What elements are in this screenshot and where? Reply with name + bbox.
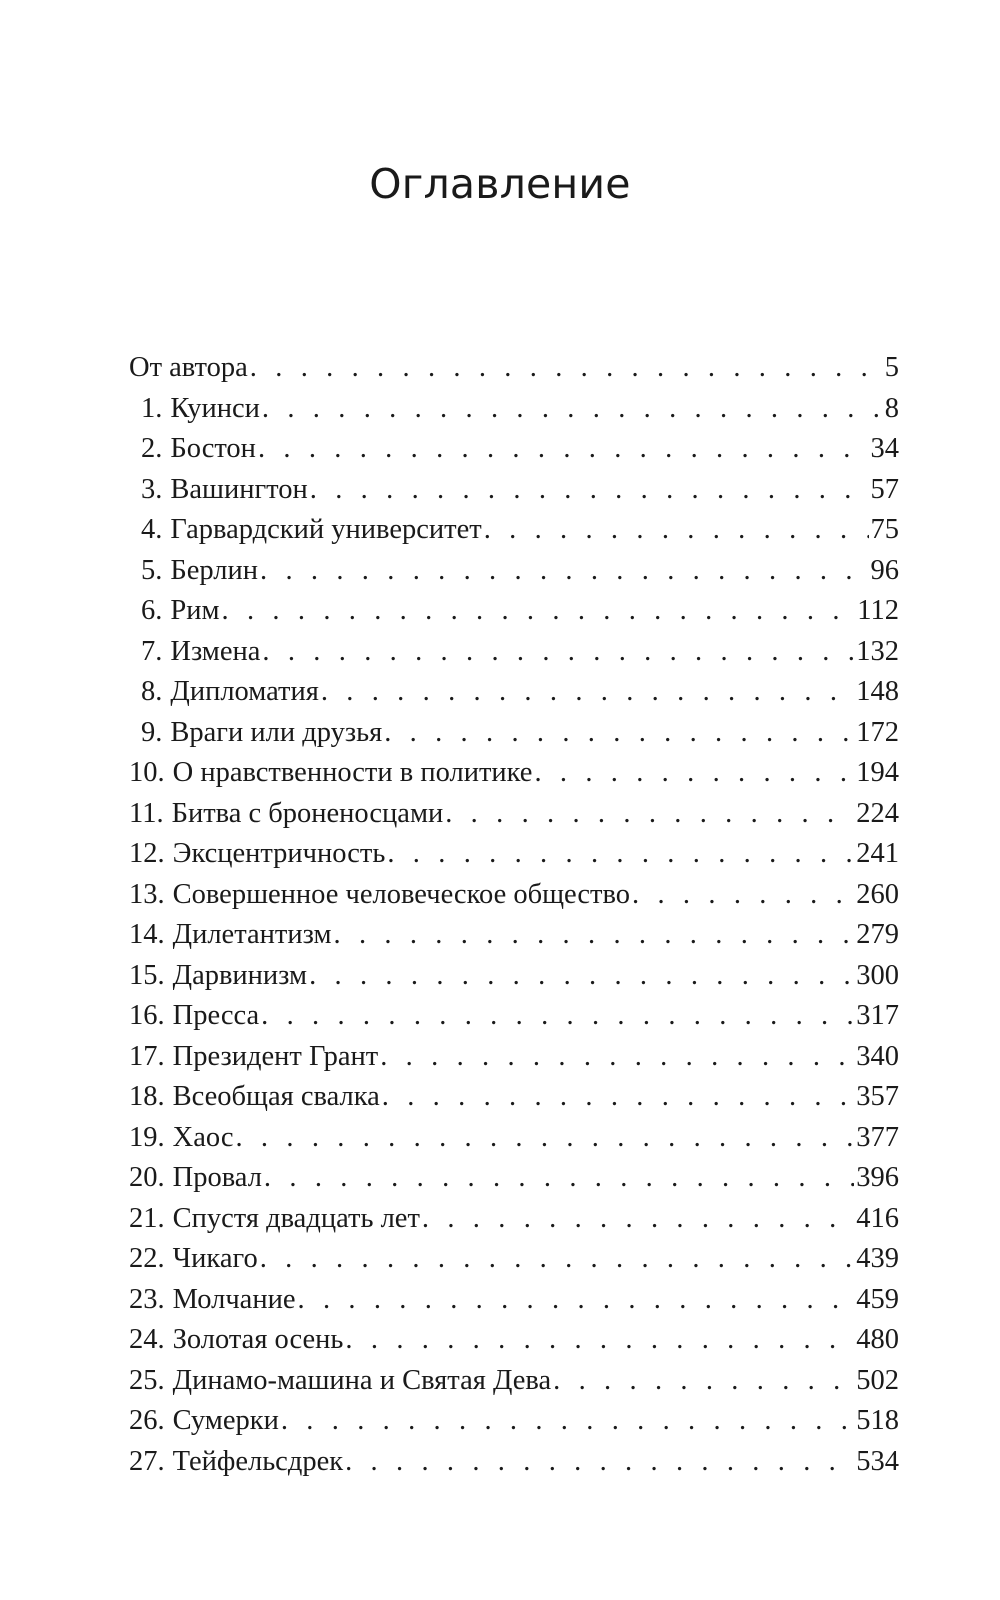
toc-entry-title: Дилетантизм bbox=[172, 919, 332, 950]
dot-leader bbox=[382, 1077, 854, 1118]
page-title: Оглавление bbox=[369, 160, 631, 208]
toc-entry-number: 27. bbox=[129, 1445, 165, 1477]
toc-entry-title: Сумерки bbox=[172, 1405, 279, 1436]
toc-entry-title: Провал bbox=[172, 1162, 262, 1193]
toc-entry-page: 112 bbox=[857, 595, 899, 626]
dot-leader bbox=[222, 591, 856, 632]
toc-entry-page: 57 bbox=[870, 473, 899, 505]
toc-entry-number: 5. bbox=[141, 554, 163, 586]
dot-leader bbox=[235, 1118, 854, 1159]
toc-entry-page: 502 bbox=[856, 1364, 899, 1396]
toc-entry-page: 377 bbox=[856, 1121, 899, 1153]
toc-entry bbox=[129, 389, 899, 430]
dot-leader bbox=[261, 996, 854, 1037]
toc-entry-title: Совершенное человеческое общество bbox=[172, 878, 631, 910]
toc-entry-title: Молчание bbox=[172, 1283, 296, 1315]
toc-entry-number: 11. bbox=[129, 797, 164, 829]
dot-leader bbox=[321, 672, 854, 713]
toc-entry-page: 148 bbox=[856, 676, 899, 707]
toc-entry bbox=[129, 551, 899, 592]
toc-entry bbox=[129, 510, 899, 551]
toc-entry bbox=[129, 470, 899, 511]
toc-entry bbox=[129, 1280, 899, 1321]
toc-entry-page: 357 bbox=[856, 1081, 899, 1112]
dot-leader bbox=[632, 875, 854, 916]
toc-entry bbox=[129, 632, 899, 673]
dot-leader bbox=[260, 1239, 855, 1280]
toc-entry-number: 18. bbox=[129, 1081, 165, 1112]
toc-entry bbox=[129, 834, 899, 875]
toc-entry bbox=[129, 1401, 899, 1442]
toc-entry-page: 75 bbox=[870, 514, 899, 545]
toc-entry bbox=[129, 1199, 899, 1240]
toc-entry-number: 10. bbox=[129, 757, 165, 788]
toc-entry-number: 13. bbox=[129, 878, 165, 910]
toc-entry-page: 534 bbox=[856, 1445, 899, 1477]
toc-entry-title: Тейфельсдрек bbox=[172, 1445, 344, 1477]
toc-entry-page: 172 bbox=[856, 716, 899, 748]
toc-entry-title: Берлин bbox=[170, 554, 258, 586]
toc-entry bbox=[129, 1118, 899, 1159]
toc-entry-page: 439 bbox=[856, 1243, 899, 1274]
toc-entry-number: 9. bbox=[141, 716, 163, 748]
toc-entry-title: О нравственности в политике bbox=[172, 757, 533, 788]
toc-entry bbox=[129, 915, 899, 956]
toc-entry bbox=[129, 794, 899, 835]
toc-entry-title: Бостон bbox=[170, 433, 256, 464]
toc-entry bbox=[129, 996, 899, 1037]
dot-leader bbox=[387, 834, 854, 875]
toc-entry bbox=[129, 713, 899, 754]
toc-entry bbox=[129, 1442, 899, 1483]
toc-entry-page: 224 bbox=[856, 797, 899, 829]
toc-entry bbox=[129, 672, 899, 713]
toc-entry bbox=[129, 1158, 899, 1199]
toc-entry-title: Динамо-машина и Святая Дева bbox=[172, 1364, 552, 1396]
toc-entry-title: Чикаго bbox=[172, 1243, 258, 1274]
toc-entry-number: 2. bbox=[141, 433, 163, 464]
toc-entry bbox=[129, 591, 899, 632]
toc-entry-number: 7. bbox=[141, 635, 163, 667]
toc-entry bbox=[129, 1037, 899, 1078]
toc-entry-number: 1. bbox=[141, 392, 163, 424]
toc-entry-page: 300 bbox=[856, 959, 899, 991]
toc-entry bbox=[129, 1320, 899, 1361]
toc-entry-title: Вашингтон bbox=[170, 473, 308, 505]
dot-leader bbox=[281, 1401, 854, 1442]
toc-entry-page: 459 bbox=[856, 1283, 899, 1315]
toc-entry-title: Эксцентричность bbox=[172, 838, 386, 869]
toc-entry-title: Измена bbox=[170, 635, 261, 667]
toc-entry-number: 6. bbox=[141, 595, 163, 626]
dot-leader bbox=[345, 1442, 854, 1483]
toc-entry bbox=[129, 429, 899, 470]
toc-entry-page: 5 bbox=[884, 352, 899, 383]
toc-entry-page: 194 bbox=[856, 757, 899, 788]
dot-leader bbox=[534, 753, 854, 794]
dot-leader bbox=[484, 510, 869, 551]
toc-entry-title: Пресса bbox=[172, 1000, 260, 1031]
toc-entry-number: 20. bbox=[129, 1162, 165, 1193]
toc-entry-number: 12. bbox=[129, 838, 165, 869]
toc-entry-title: Враги или друзья bbox=[170, 716, 383, 748]
toc-entry bbox=[129, 1077, 899, 1118]
dot-leader bbox=[298, 1280, 855, 1321]
dot-leader bbox=[309, 956, 854, 997]
toc-entry-page: 340 bbox=[856, 1040, 899, 1072]
toc-entry-number: 24. bbox=[129, 1324, 165, 1355]
toc-entry-number: 26. bbox=[129, 1405, 165, 1436]
dot-leader bbox=[345, 1320, 854, 1361]
toc-entry-page: 241 bbox=[856, 838, 899, 869]
toc-entry bbox=[129, 875, 899, 916]
toc-entry-page: 279 bbox=[856, 919, 899, 950]
dot-leader bbox=[380, 1037, 854, 1078]
toc-entry-title: Дипломатия bbox=[170, 676, 319, 707]
toc-entry-number: 23. bbox=[129, 1283, 165, 1315]
toc-entry-title: Спустя двадцать лет bbox=[172, 1202, 420, 1234]
toc-entry-page: 317 bbox=[856, 1000, 899, 1031]
toc-entry-page: 518 bbox=[856, 1405, 899, 1436]
dot-leader bbox=[264, 1158, 854, 1199]
dot-leader bbox=[384, 713, 854, 754]
table-of-contents bbox=[129, 348, 899, 1482]
toc-entry-title: Президент Грант bbox=[172, 1040, 379, 1072]
toc-entry-title: Рим bbox=[170, 595, 220, 626]
toc-entry-title: Гарвардский университет bbox=[170, 514, 482, 545]
toc-entry-number: 16. bbox=[129, 1000, 165, 1031]
dot-leader bbox=[445, 794, 854, 835]
toc-entry-title: Битва с броненосцами bbox=[171, 797, 444, 829]
toc-entry-title: Всеобщая свалка bbox=[172, 1081, 380, 1112]
dot-leader bbox=[262, 632, 854, 673]
toc-entry-number: 14. bbox=[129, 919, 165, 950]
toc-entry-number: 4. bbox=[141, 514, 163, 545]
toc-entry-number: 19. bbox=[129, 1121, 165, 1153]
dot-leader bbox=[250, 348, 883, 389]
dot-leader bbox=[553, 1361, 854, 1402]
toc-entry-preface bbox=[129, 348, 899, 389]
toc-entry-number: 15. bbox=[129, 959, 165, 991]
toc-entry bbox=[129, 1361, 899, 1402]
toc-entry-page: 416 bbox=[856, 1202, 899, 1234]
toc-entry-title: От автора bbox=[129, 352, 248, 383]
dot-leader bbox=[334, 915, 855, 956]
toc-entry-title: Золотая осень bbox=[172, 1324, 344, 1355]
dot-leader bbox=[258, 429, 869, 470]
toc-entry-number: 22. bbox=[129, 1243, 165, 1274]
toc-entry-title: Дарвинизм bbox=[172, 959, 308, 991]
dot-leader bbox=[422, 1199, 854, 1240]
dot-leader bbox=[262, 389, 883, 430]
toc-entry-page: 396 bbox=[856, 1162, 899, 1193]
toc-entry bbox=[129, 1239, 899, 1280]
toc-entry-page: 480 bbox=[856, 1324, 899, 1355]
toc-entry-page: 260 bbox=[856, 878, 899, 910]
toc-entry-number: 3. bbox=[141, 473, 163, 505]
toc-entry-number: 8. bbox=[141, 676, 163, 707]
dot-leader bbox=[310, 470, 869, 511]
dot-leader bbox=[260, 551, 869, 592]
toc-entry-page: 34 bbox=[870, 433, 899, 464]
toc-entry-title: Хаос bbox=[172, 1121, 234, 1153]
toc-entry bbox=[129, 956, 899, 997]
toc-entry-page: 132 bbox=[856, 635, 899, 667]
toc-entry-number: 21. bbox=[129, 1202, 165, 1234]
toc-entry-number: 17. bbox=[129, 1040, 165, 1072]
toc-entry bbox=[129, 753, 899, 794]
toc-entry-title: Куинси bbox=[170, 392, 260, 424]
toc-entry-page: 96 bbox=[870, 554, 899, 586]
toc-entry-page: 8 bbox=[884, 392, 899, 424]
toc-entry-number: 25. bbox=[129, 1364, 165, 1396]
